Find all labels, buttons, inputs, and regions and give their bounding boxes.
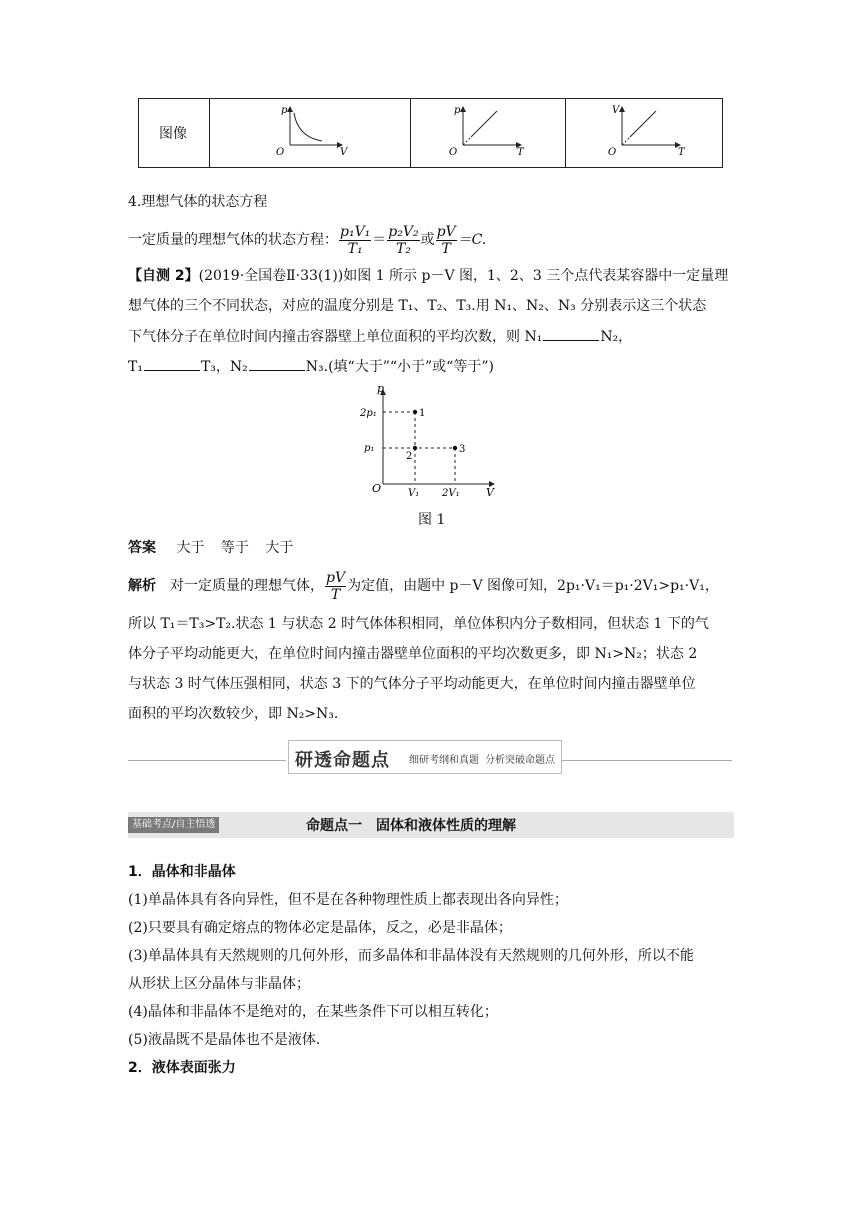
fraction-denominator: T <box>441 240 451 257</box>
fraction-1 <box>339 224 371 257</box>
fraction-pV-T <box>325 570 346 603</box>
fraction-3 <box>436 224 457 257</box>
selftest-text: T₃，N₂ <box>200 359 248 375</box>
topic-bar <box>128 812 734 838</box>
selftest-line-2: 想气体的三个不同状态，对应的温度分别是 T₁、T₂、T₃.用 N₁、N₂、N₃ 分别表示这三个状态 <box>128 298 707 314</box>
answer-line <box>128 538 293 558</box>
origin-label: O <box>449 147 458 158</box>
selftest-text: N₂， <box>600 329 633 345</box>
y-axis-label: p <box>281 105 288 116</box>
x-tick-2V1: 2V₁ <box>442 488 460 499</box>
fraction-numerator: p₁V₁ <box>340 223 371 240</box>
fraction-2 <box>387 224 419 257</box>
graph-table <box>138 98 723 168</box>
selftest-text: T₁ <box>128 359 143 375</box>
row-label: 图像 <box>159 126 187 142</box>
fraction-denominator: T₂ <box>395 240 411 257</box>
selftest-line-3 <box>128 326 632 347</box>
equation-tail: ＝C. <box>457 232 487 248</box>
analysis-line-4: 与状态 3 时气体压强相同，状态 3 下的气体分子平均动能更大，在单位时间内撞击器壁单位 <box>128 676 696 692</box>
answer-blank-2[interactable] <box>144 356 200 371</box>
pV-state-diagram <box>360 384 510 500</box>
topic-tag-2: 自主悟透 <box>175 819 216 830</box>
analysis-line-1 <box>128 568 719 604</box>
answer-label: 答案 <box>128 540 156 556</box>
body-item-4: (4)晶体和非晶体不是绝对的，在某些条件下可以相互转化； <box>128 1004 498 1020</box>
banner-rule-right <box>562 760 732 761</box>
topic-tag-1: 基础考点 <box>132 819 172 830</box>
x-axis-label: T <box>678 147 685 158</box>
state-point-label-1: 1 <box>419 408 426 419</box>
x-axis-label: T <box>517 147 524 158</box>
body-item-3b: 从形状上区分晶体与非晶体； <box>128 976 310 992</box>
body-item-2: (2)只要具有确定熔点的物体必定是晶体，反之，必是非晶体； <box>128 920 512 936</box>
body-item-5: (5)液晶既不是晶体也不是液体． <box>128 1032 330 1048</box>
answer-blank-1[interactable] <box>543 326 599 341</box>
origin-label: O <box>276 147 285 158</box>
banner-rule-left <box>128 760 286 761</box>
state-point-label-3: 3 <box>459 444 466 455</box>
state-point-1 <box>413 410 417 414</box>
answer-blank-3[interactable] <box>249 356 305 371</box>
selftest-tag: 【自测 2】 <box>128 268 199 284</box>
answer-value: 大于 <box>176 540 205 556</box>
body-heading-2: 2．液体表面张力 <box>128 1060 236 1076</box>
body-heading-1: 1．晶体和非晶体 <box>128 864 236 880</box>
fraction-numerator: p₂V₂ <box>388 223 419 240</box>
analysis-text: 为定值，由题中 p－V 图像可知，2p₁·V₁＝p₁·2V₁>p₁·V₁， <box>347 578 719 594</box>
analysis-text: 对一定质量的理想气体， <box>170 578 324 594</box>
x-axis-label: V <box>486 486 494 499</box>
analysis-line-5: 面积的平均次数较少，即 N₂>N₃. <box>128 706 339 722</box>
or-word: 或 <box>420 232 435 248</box>
analysis-label: 解析 <box>128 578 156 594</box>
fraction-denominator: T <box>330 586 341 603</box>
answer-value: 等于 <box>220 540 249 556</box>
graph-cell-pV <box>210 99 411 168</box>
graph-cell-pT <box>411 99 566 168</box>
answer-value: 大于 <box>265 540 294 556</box>
fraction-numerator: pV <box>436 223 456 240</box>
topic-tag: 基础考点/自主悟透 <box>128 817 219 833</box>
pV-hyperbola-graph <box>210 99 410 163</box>
selftest-line-4 <box>128 356 494 377</box>
body-item-3a: (3)单晶体具有天然规则的几何外形，而多晶体和非晶体没有天然规则的几何外形，所以不能 <box>128 948 694 964</box>
origin-label: O <box>372 482 382 495</box>
fraction-denominator: T₁ <box>347 240 363 257</box>
banner-box <box>288 740 562 774</box>
banner-subtitle-2: 分析突破命题点 <box>485 755 555 766</box>
x-tick-V1: V₁ <box>408 488 420 499</box>
y-tick-2p1: 2p₁ <box>360 408 377 419</box>
banner-title: 研透命题点 <box>295 750 390 771</box>
origin-label: O <box>608 147 617 158</box>
selftest-text: 下气体分子在单位时间内撞击容器壁上单位面积的平均次数，则 N₁ <box>128 329 543 345</box>
row-label-cell <box>139 99 210 168</box>
selftest-text: N₃.(填“大于”“小于”或“等于”) <box>305 359 494 375</box>
equals-sign: ＝ <box>372 232 387 248</box>
y-axis-label: p <box>454 105 461 116</box>
body-item-1: (1)单晶体具有各向异性，但不是在各种物理性质上都表现出各向异性； <box>128 892 568 908</box>
analysis-line-2: 所以 T₁＝T₃>T₂.状态 1 与状态 2 时气体体积相同，单位体积内分子数相同，但状态 1 下的气 <box>128 616 709 632</box>
y-axis-label: V <box>612 105 620 116</box>
analysis-line-3: 体分子平均动能更大，在单位时间内撞击器壁单位面积的平均次数更多，即 N₁>N₂；状态 2 <box>128 646 698 662</box>
state-equation <box>128 222 486 258</box>
state-point-label-2: 2 <box>406 451 413 462</box>
topic-title: 命题点一 固体和液体性质的理解 <box>306 818 516 834</box>
section-heading: 4.理想气体的状态方程 <box>128 194 268 210</box>
figure-caption: 图 1 <box>418 512 446 528</box>
y-tick-p1: p₁ <box>364 443 375 454</box>
pT-line-graph <box>411 99 565 163</box>
state-point-3 <box>453 446 457 450</box>
fraction-numerator: pV <box>326 569 346 586</box>
VT-line-graph <box>566 99 722 163</box>
x-axis-label: V <box>340 147 348 158</box>
equation-prefix: 一定质量的理想气体的状态方程： <box>128 232 338 248</box>
state-point-2 <box>413 446 417 450</box>
banner-subtitle-1: 细研考纲和真题 <box>409 755 479 766</box>
selftest-text: (2019·全国卷Ⅱ·33(1))如图 1 所示 p－V 图，1、2、3 三个点代表某容器中一定量理 <box>198 268 729 284</box>
y-axis-label: p <box>377 384 385 395</box>
selftest-line-1 <box>128 266 728 286</box>
graph-cell-VT <box>566 99 723 168</box>
